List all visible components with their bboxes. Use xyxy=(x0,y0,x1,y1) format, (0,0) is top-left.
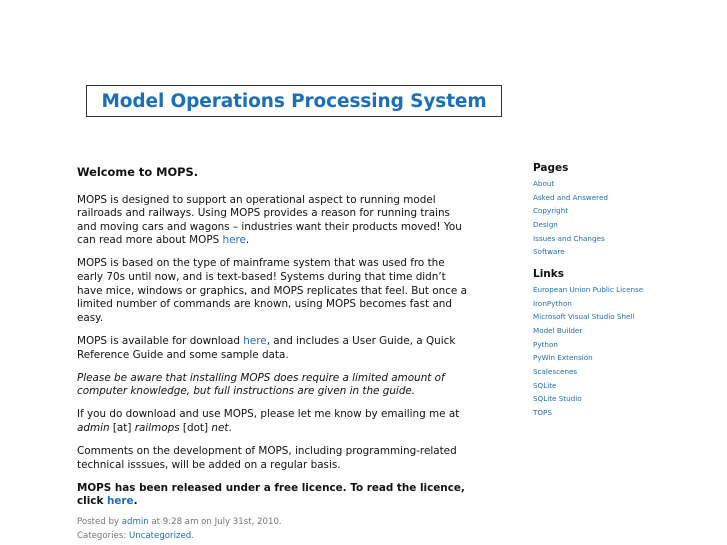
site-title-link[interactable]: Model Operations Processing System xyxy=(101,90,487,112)
link-sqlite-studio[interactable]: SQLite Studio xyxy=(533,394,582,404)
link-ironpython[interactable]: IronPython xyxy=(533,298,572,308)
posted-by-line: Posted by admin at 9:28 am on July 31st, 2010. xyxy=(77,517,282,528)
post-meta xyxy=(77,516,467,543)
page-link-copyright[interactable]: Copyright xyxy=(533,206,569,216)
link-sqlite[interactable]: SQLite xyxy=(533,380,557,390)
post-paragraph-note: Please be aware that installing MOPS does require a limited amount of computer knowledge, but full instructions are given in the guide. xyxy=(77,371,445,398)
post-paragraph: Comments on the development of MOPS, including programming-related technical isssues, will be added on a regular basis. xyxy=(77,445,457,471)
link-pywin-extension[interactable]: PyWin Extension xyxy=(533,353,593,363)
link-scalescenes[interactable]: Scalescenes xyxy=(533,366,578,376)
link-visual-studio-shell[interactable]: Microsoft Visual Studio Shell xyxy=(533,312,635,322)
page-link-issues-and-changes[interactable]: Issues and Changes xyxy=(533,233,605,243)
download-link[interactable]: here xyxy=(243,334,267,347)
post-paragraph: MOPS is available for download here, and includes a User Guide, a Quick Reference Guide and some sample data. xyxy=(77,334,456,361)
link-python[interactable]: Python xyxy=(533,339,558,349)
link-eupl[interactable]: European Union Public License xyxy=(533,284,644,294)
post-paragraph: MOPS is designed to support an operational aspect to running model railroads and railways. Using MOPS provides a reason for running trains and moving cars and wagons – industries want their products moved! You can read more about MOPS here. xyxy=(77,193,462,247)
page-link-about[interactable]: About xyxy=(533,179,555,188)
page-link-software[interactable]: Software xyxy=(533,247,565,257)
category-link[interactable]: Uncategorized xyxy=(128,530,192,541)
links-heading: Links xyxy=(533,267,564,280)
pages-heading: Pages xyxy=(533,162,569,174)
sidebar xyxy=(533,162,713,420)
read-more-link[interactable]: here xyxy=(222,234,246,247)
pages-list xyxy=(533,177,713,259)
post-paragraph-email: If you do download and use MOPS, please let me know by emailing me at admin [at] railmops [dot] net. xyxy=(77,408,460,434)
post xyxy=(77,166,467,543)
link-tops[interactable]: TOPS xyxy=(533,407,552,417)
licence-link[interactable]: here xyxy=(106,495,134,508)
author-link[interactable]: admin xyxy=(121,517,149,528)
page-link-design[interactable]: Design xyxy=(533,219,558,229)
categories-line: Categories: Uncategorized. xyxy=(77,530,194,541)
post-paragraph-licence: MOPS has been released under a free licence. To read the licence, click here. xyxy=(77,481,465,508)
page-link-asked-and-answered[interactable]: Asked and Answered xyxy=(533,192,608,202)
post-paragraph: MOPS is based on the type of mainframe system that was used fro the early 70s until now, and is text-based! Systems during that time didn’t have mice, windows or graphics, and MOPS replicates that feel. But once a limited number of commands are known, using MOPS becomes fast and easy. xyxy=(77,257,467,324)
link-model-builder[interactable]: Model Builder xyxy=(533,325,583,335)
links-list xyxy=(533,283,713,420)
site-header xyxy=(86,85,502,117)
post-title: Welcome to MOPS. xyxy=(77,165,199,179)
